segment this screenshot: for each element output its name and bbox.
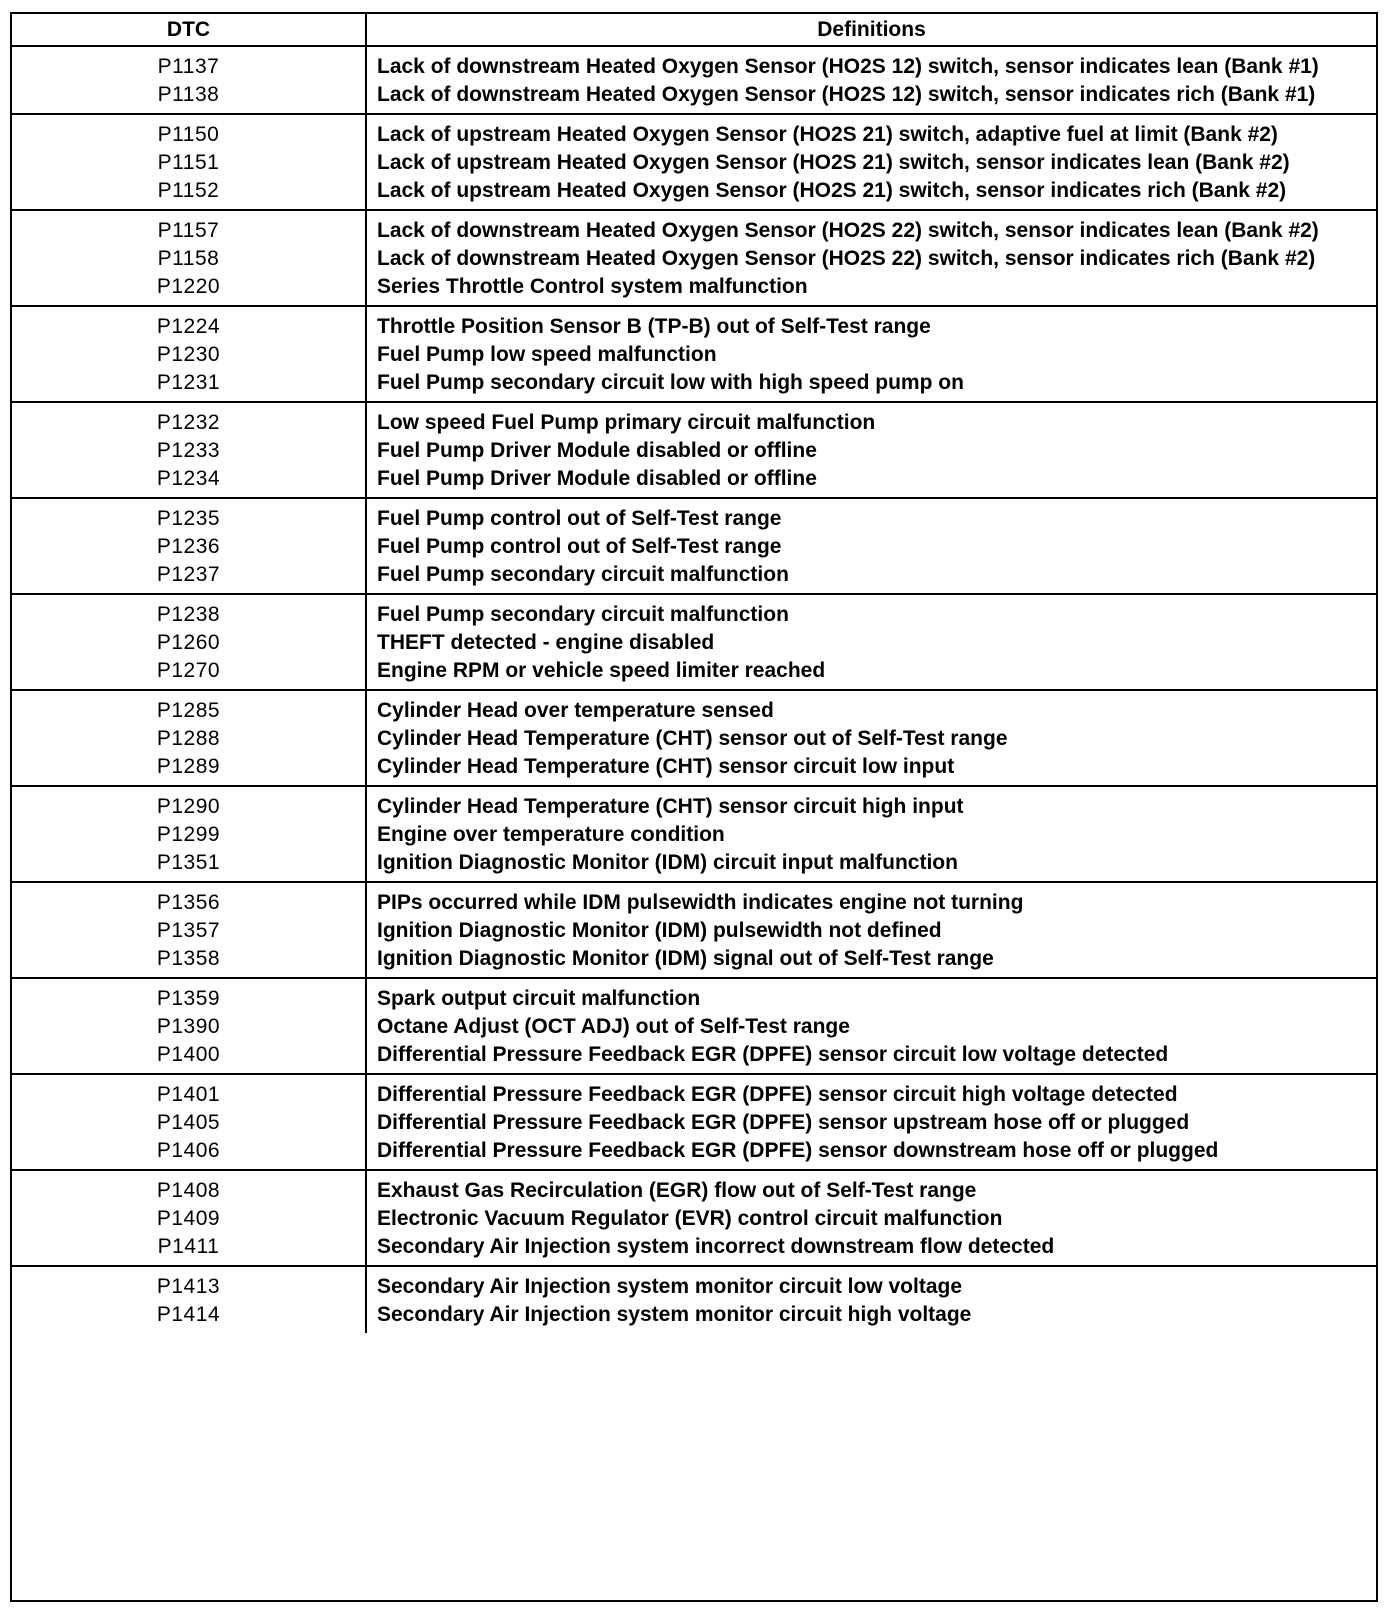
- dtc-definition: Lack of downstream Heated Oxygen Sensor (HO2S 22) switch, sensor indicates rich (Bank #2): [377, 247, 1316, 270]
- dtc-column-cell: [12, 1267, 367, 1333]
- dtc-code: P1234: [156, 467, 221, 490]
- dtc-code: P1236: [156, 535, 221, 558]
- dtc-definition: Lack of upstream Heated Oxygen Sensor (HO2S 21) switch, adaptive fuel at limit (Bank #2): [377, 123, 1278, 146]
- dtc-column-cell: [12, 691, 367, 785]
- dtc-code: P1270: [156, 659, 221, 682]
- dtc-definition: Secondary Air Injection system monitor circuit low voltage: [377, 1275, 963, 1298]
- table-body: [12, 47, 1376, 1333]
- dtc-code: P1151: [157, 151, 220, 174]
- dtc-definition: Spark output circuit malfunction: [377, 987, 701, 1010]
- dtc-definition: Fuel Pump control out of Self-Test range: [377, 507, 782, 530]
- dtc-definition: Cylinder Head Temperature (CHT) sensor circuit high input: [377, 795, 964, 818]
- table-row-group: [12, 595, 1376, 691]
- definition-column-cell: [367, 307, 1376, 401]
- definition-column-cell: [367, 1267, 1376, 1333]
- dtc-definition: Ignition Diagnostic Monitor (IDM) circuit input malfunction: [377, 851, 958, 874]
- dtc-code: P1233: [156, 439, 221, 462]
- dtc-code: P1299: [156, 823, 221, 846]
- dtc-column-cell: [12, 307, 367, 401]
- dtc-code: P1285: [156, 699, 221, 722]
- dtc-definition: Engine over temperature condition: [377, 823, 725, 846]
- dtc-column-cell: [12, 883, 367, 977]
- dtc-definition: Fuel Pump Driver Module disabled or offline: [377, 467, 817, 490]
- dtc-code: P1400: [156, 1043, 221, 1066]
- dtc-definition: Fuel Pump low speed malfunction: [377, 343, 717, 366]
- dtc-definition: Lack of upstream Heated Oxygen Sensor (HO2S 21) switch, sensor indicates lean (Bank #2): [377, 151, 1290, 174]
- dtc-code: P1288: [156, 727, 221, 750]
- dtc-definition: Fuel Pump secondary circuit malfunction: [377, 563, 789, 586]
- table-row-group: [12, 307, 1376, 403]
- dtc-definition: Ignition Diagnostic Monitor (IDM) signal out of Self-Test range: [377, 947, 994, 970]
- definition-column-cell: [367, 499, 1376, 593]
- dtc-code: P1157: [157, 219, 220, 242]
- dtc-table: [10, 12, 1378, 1602]
- definition-column-cell: [367, 211, 1376, 305]
- definition-column-cell: [367, 883, 1376, 977]
- dtc-code: P1232: [156, 411, 221, 434]
- table-row-group: [12, 883, 1376, 979]
- dtc-definition: Fuel Pump control out of Self-Test range: [377, 535, 782, 558]
- dtc-code: P1230: [156, 343, 221, 366]
- header-definitions: Definitions: [817, 17, 926, 41]
- definition-column-cell: [367, 47, 1376, 113]
- dtc-code: P1358: [156, 947, 221, 970]
- dtc-definition: Secondary Air Injection system monitor circuit high voltage: [377, 1303, 972, 1326]
- dtc-definition: Low speed Fuel Pump primary circuit malfunction: [377, 411, 876, 434]
- dtc-code: P1351: [156, 851, 221, 874]
- table-header: [12, 14, 1376, 47]
- header-dtc: DTC: [12, 14, 367, 45]
- dtc-code: P1260: [156, 631, 221, 654]
- dtc-definition: Lack of downstream Heated Oxygen Sensor (HO2S 22) switch, sensor indicates lean (Bank #2): [377, 219, 1319, 242]
- dtc-code: P1390: [156, 1015, 221, 1038]
- dtc-definition: Exhaust Gas Recirculation (EGR) flow out of Self-Test range: [377, 1179, 977, 1202]
- table-row-group: [12, 115, 1376, 211]
- table-row-group: [12, 1171, 1376, 1267]
- dtc-definition: Engine RPM or vehicle speed limiter reached: [377, 659, 826, 682]
- dtc-code: P1406: [156, 1139, 221, 1162]
- dtc-definition: Lack of downstream Heated Oxygen Sensor (HO2S 12) switch, sensor indicates rich (Bank #1): [377, 83, 1316, 106]
- dtc-code: P1408: [156, 1179, 221, 1202]
- table-row-group: [12, 691, 1376, 787]
- dtc-code: P1356: [156, 891, 221, 914]
- dtc-code: P1401: [156, 1083, 221, 1106]
- dtc-definition: Electronic Vacuum Regulator (EVR) control circuit malfunction: [377, 1207, 1003, 1230]
- dtc-definition: Cylinder Head over temperature sensed: [377, 699, 774, 722]
- dtc-definition: Throttle Position Sensor B (TP-B) out of Self-Test range: [377, 315, 931, 338]
- dtc-column-cell: [12, 1171, 367, 1265]
- dtc-definition: Cylinder Head Temperature (CHT) sensor circuit low input: [377, 755, 955, 778]
- dtc-column-cell: [12, 595, 367, 689]
- table-row-group: [12, 1267, 1376, 1333]
- table-row-group: [12, 979, 1376, 1075]
- dtc-column-cell: [12, 1075, 367, 1169]
- definition-column-cell: [367, 1075, 1376, 1169]
- dtc-code: P1235: [156, 507, 221, 530]
- dtc-code: P1231: [156, 371, 221, 394]
- dtc-definition: Secondary Air Injection system incorrect downstream flow detected: [377, 1235, 1055, 1258]
- dtc-code: P1289: [156, 755, 221, 778]
- dtc-definition: Differential Pressure Feedback EGR (DPFE) sensor downstream hose off or plugged: [377, 1139, 1219, 1162]
- definition-column-cell: [367, 1171, 1376, 1265]
- dtc-code: P1290: [156, 795, 221, 818]
- dtc-code: P1238: [156, 603, 221, 626]
- table-row-group: [12, 1075, 1376, 1171]
- dtc-code: P1224: [156, 315, 221, 338]
- dtc-column-cell: [12, 787, 367, 881]
- dtc-code: P1137: [157, 55, 220, 78]
- dtc-code: P1357: [156, 919, 221, 942]
- dtc-column-cell: [12, 115, 367, 209]
- dtc-code: P1220: [156, 275, 221, 298]
- dtc-definition: Fuel Pump secondary circuit malfunction: [377, 603, 789, 626]
- definition-column-cell: [367, 691, 1376, 785]
- dtc-column-cell: [12, 499, 367, 593]
- dtc-column-cell: [12, 47, 367, 113]
- dtc-code: P1359: [156, 987, 221, 1010]
- dtc-definition: Fuel Pump secondary circuit low with high speed pump on: [377, 371, 964, 394]
- dtc-code: P1413: [156, 1275, 221, 1298]
- definition-column-cell: [367, 115, 1376, 209]
- dtc-definition: Series Throttle Control system malfunction: [377, 275, 808, 298]
- dtc-code: P1138: [157, 83, 220, 106]
- dtc-code: P1158: [157, 247, 220, 270]
- dtc-definition: Differential Pressure Feedback EGR (DPFE) sensor upstream hose off or plugged: [377, 1111, 1190, 1134]
- dtc-definition: Octane Adjust (OCT ADJ) out of Self-Test range: [377, 1015, 850, 1038]
- dtc-code: P1152: [157, 179, 220, 202]
- dtc-definition: Cylinder Head Temperature (CHT) sensor out of Self-Test range: [377, 727, 1008, 750]
- definition-column-cell: [367, 403, 1376, 497]
- dtc-code: P1411: [157, 1235, 220, 1258]
- definition-column-cell: [367, 787, 1376, 881]
- table-row-group: [12, 47, 1376, 115]
- dtc-definition: PIPs occurred while IDM pulsewidth indicates engine not turning: [377, 891, 1024, 914]
- table-row-group: [12, 403, 1376, 499]
- dtc-column-cell: [12, 211, 367, 305]
- table-row-group: [12, 499, 1376, 595]
- dtc-code: P1414: [156, 1303, 221, 1326]
- table-row-group: [12, 787, 1376, 883]
- dtc-definition: Ignition Diagnostic Monitor (IDM) pulsewidth not defined: [377, 919, 942, 942]
- dtc-column-cell: [12, 403, 367, 497]
- dtc-code: P1150: [157, 123, 220, 146]
- definition-column-cell: [367, 595, 1376, 689]
- dtc-definition: Lack of downstream Heated Oxygen Sensor (HO2S 12) switch, sensor indicates lean (Bank #1): [377, 55, 1319, 78]
- dtc-definition: Fuel Pump Driver Module disabled or offline: [377, 439, 817, 462]
- dtc-definition: Differential Pressure Feedback EGR (DPFE) sensor circuit high voltage detected: [377, 1083, 1178, 1106]
- dtc-column-cell: [12, 979, 367, 1073]
- dtc-code: P1409: [156, 1207, 221, 1230]
- dtc-code: P1237: [156, 563, 221, 586]
- dtc-code: P1405: [156, 1111, 221, 1134]
- table-row-group: [12, 211, 1376, 307]
- dtc-definition: Differential Pressure Feedback EGR (DPFE) sensor circuit low voltage detected: [377, 1043, 1169, 1066]
- dtc-definition: Lack of upstream Heated Oxygen Sensor (HO2S 21) switch, sensor indicates rich (Bank #2): [377, 179, 1287, 202]
- dtc-definition: THEFT detected - engine disabled: [377, 631, 715, 654]
- definition-column-cell: [367, 979, 1376, 1073]
